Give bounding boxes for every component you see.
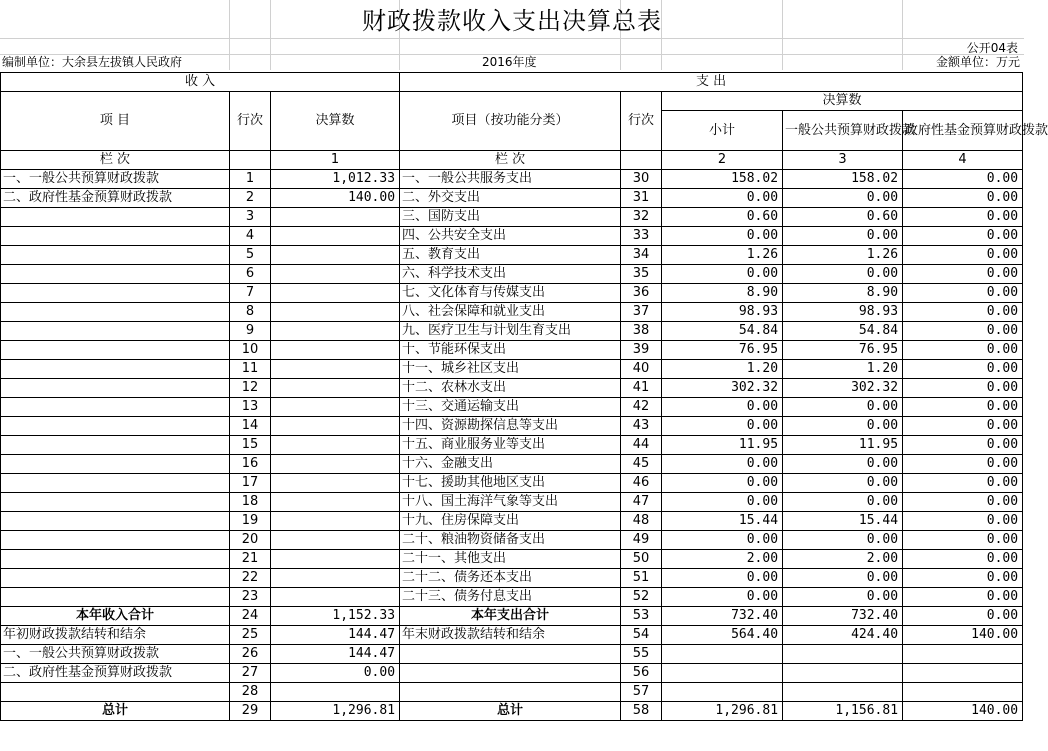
expense-fund: 0.00 (903, 493, 1023, 512)
expense-rowno-header: 行次 (621, 92, 662, 151)
income-row-no: 21 (230, 550, 271, 569)
expense-item: 六、科学技术支出 (400, 265, 621, 284)
table-row (1, 284, 1023, 303)
lanci-label: 栏 次 (400, 151, 621, 170)
income-amount (271, 208, 400, 227)
income-amount (271, 455, 400, 474)
income-amount (271, 398, 400, 417)
table-row (1, 550, 1023, 569)
expense-subtotal: 0.60 (662, 208, 783, 227)
expense-item: 十九、住房保障支出 (400, 512, 621, 531)
income-row-no: 1 (230, 170, 271, 189)
expense-row-no: 35 (621, 265, 662, 284)
income-header: 收 入 (1, 73, 400, 92)
income-item (1, 208, 230, 227)
col-index-4: 4 (903, 151, 1023, 170)
expense-general: 1.20 (783, 360, 903, 379)
income-item (1, 436, 230, 455)
expense-row-no: 48 (621, 512, 662, 531)
income-row-no: 4 (230, 227, 271, 246)
expense-general: 158.02 (783, 170, 903, 189)
income-row-no: 12 (230, 379, 271, 398)
expense-fund: 0.00 (903, 531, 1023, 550)
expense-general: 0.60 (783, 208, 903, 227)
expense-general: 0.00 (783, 493, 903, 512)
expense-fund: 0.00 (903, 607, 1023, 626)
table-row (1, 417, 1023, 436)
expense-general (783, 645, 903, 664)
expense-subtotal: 0.00 (662, 265, 783, 284)
expense-subtotal: 15.44 (662, 512, 783, 531)
expense-row-no: 38 (621, 322, 662, 341)
income-row-no: 29 (230, 702, 271, 721)
expense-subtotal: 0.00 (662, 493, 783, 512)
expense-subtotal: 1,296.81 (662, 702, 783, 721)
income-amount (271, 436, 400, 455)
expense-row-no: 36 (621, 284, 662, 303)
income-item (1, 493, 230, 512)
finance-table (0, 72, 1048, 721)
income-row-no: 2 (230, 189, 271, 208)
table-row (1, 170, 1023, 189)
income-row-no: 25 (230, 626, 271, 645)
expense-subtotal: 0.00 (662, 189, 783, 208)
expense-item: 二十、粮油物资储备支出 (400, 531, 621, 550)
expense-row-no: 40 (621, 360, 662, 379)
table-row (1, 227, 1023, 246)
expense-general: 0.00 (783, 569, 903, 588)
expense-subtotal: 564.40 (662, 626, 783, 645)
expense-general: 0.00 (783, 455, 903, 474)
income-item: 一、一般公共预算财政拨款 (1, 170, 230, 189)
income-item (1, 683, 230, 702)
expense-amount-header: 决算数 (662, 92, 1023, 111)
expense-fund: 0.00 (903, 341, 1023, 360)
income-amount (271, 417, 400, 436)
expense-fund: 0.00 (903, 379, 1023, 398)
expense-general (783, 664, 903, 683)
expense-fund: 0.00 (903, 436, 1023, 455)
table-row (1, 607, 1023, 626)
income-row-no: 9 (230, 322, 271, 341)
income-row-no: 15 (230, 436, 271, 455)
expense-item: 十六、金融支出 (400, 455, 621, 474)
expense-item: 十、节能环保支出 (400, 341, 621, 360)
expense-general: 54.84 (783, 322, 903, 341)
expense-subtotal (662, 645, 783, 664)
form-number: 公开04表 (966, 41, 1018, 55)
table-row (1, 626, 1023, 645)
expense-item: 十八、国土海洋气象等支出 (400, 493, 621, 512)
expense-subtotal: 302.32 (662, 379, 783, 398)
col-index-1: 1 (271, 151, 400, 170)
table-row (1, 189, 1023, 208)
expense-fund: 140.00 (903, 626, 1023, 645)
expense-general: 424.40 (783, 626, 903, 645)
expense-subtotal: 0.00 (662, 531, 783, 550)
expense-general: 0.00 (783, 474, 903, 493)
expense-item: 三、国防支出 (400, 208, 621, 227)
income-amount (271, 493, 400, 512)
col-index-3: 3 (783, 151, 903, 170)
expense-item: 十七、援助其他地区支出 (400, 474, 621, 493)
income-amount (271, 531, 400, 550)
expense-general: 1,156.81 (783, 702, 903, 721)
year-label: 2016年度 (482, 55, 537, 69)
expense-subtotal: 0.00 (662, 398, 783, 417)
income-item (1, 360, 230, 379)
expense-fund: 140.00 (903, 702, 1023, 721)
expense-fund (903, 683, 1023, 702)
expense-item: 本年支出合计 (400, 607, 621, 626)
income-item: 二、政府性基金预算财政拨款 (1, 189, 230, 208)
income-item (1, 246, 230, 265)
expense-fund: 0.00 (903, 455, 1023, 474)
expense-row-no: 49 (621, 531, 662, 550)
table-row (1, 474, 1023, 493)
expense-subtotal: 98.93 (662, 303, 783, 322)
income-item (1, 531, 230, 550)
table-row (1, 246, 1023, 265)
expense-general: 732.40 (783, 607, 903, 626)
income-amount (271, 588, 400, 607)
expense-row-no: 37 (621, 303, 662, 322)
income-item: 总计 (1, 702, 230, 721)
expense-subtotal: 2.00 (662, 550, 783, 569)
expense-item (400, 683, 621, 702)
expense-subtotal (662, 664, 783, 683)
expense-row-no: 32 (621, 208, 662, 227)
income-amount (271, 341, 400, 360)
expense-row-no: 46 (621, 474, 662, 493)
expense-fund: 0.00 (903, 227, 1023, 246)
subtotal-header: 小计 (662, 111, 783, 151)
table-row (1, 588, 1023, 607)
expense-subtotal: 1.26 (662, 246, 783, 265)
expense-subtotal: 158.02 (662, 170, 783, 189)
income-amount (271, 246, 400, 265)
expense-fund: 0.00 (903, 265, 1023, 284)
expense-item: 八、社会保障和就业支出 (400, 303, 621, 322)
col-index-2: 2 (662, 151, 783, 170)
income-item (1, 512, 230, 531)
income-amount (271, 303, 400, 322)
expense-fund (903, 664, 1023, 683)
expense-subtotal: 1.20 (662, 360, 783, 379)
income-row-no: 13 (230, 398, 271, 417)
expense-subtotal: 0.00 (662, 417, 783, 436)
income-row-no: 18 (230, 493, 271, 512)
expense-subtotal: 11.95 (662, 436, 783, 455)
lanci-label: 栏 次 (1, 151, 230, 170)
income-rowno-header: 行次 (230, 92, 271, 151)
expense-row-no: 55 (621, 645, 662, 664)
expense-fund: 0.00 (903, 208, 1023, 227)
income-amount: 144.47 (271, 645, 400, 664)
table-row (1, 303, 1023, 322)
income-amount: 140.00 (271, 189, 400, 208)
table-row (1, 683, 1023, 702)
expense-item: 二十三、债务付息支出 (400, 588, 621, 607)
income-item (1, 474, 230, 493)
expense-subtotal: 0.00 (662, 588, 783, 607)
income-amount (271, 322, 400, 341)
income-row-no: 16 (230, 455, 271, 474)
expense-subtotal: 0.00 (662, 474, 783, 493)
expense-fund (903, 645, 1023, 664)
expense-item (400, 664, 621, 683)
income-row-no: 23 (230, 588, 271, 607)
expense-item: 十二、农林水支出 (400, 379, 621, 398)
expense-row-no: 33 (621, 227, 662, 246)
expense-fund: 0.00 (903, 512, 1023, 531)
unit-label: 金额单位：万元 (935, 55, 1020, 69)
income-item (1, 284, 230, 303)
expense-subtotal (662, 683, 783, 702)
expense-row-no: 58 (621, 702, 662, 721)
income-row-no: 27 (230, 664, 271, 683)
expense-header: 支 出 (400, 73, 1023, 92)
income-row-no: 19 (230, 512, 271, 531)
expense-general: 98.93 (783, 303, 903, 322)
table-row (1, 379, 1023, 398)
org-label: 编制单位：大余县左拔镇人民政府 (2, 55, 183, 69)
expense-subtotal: 54.84 (662, 322, 783, 341)
expense-general: 0.00 (783, 398, 903, 417)
income-item (1, 322, 230, 341)
income-row-no: 14 (230, 417, 271, 436)
income-row-no: 28 (230, 683, 271, 702)
income-amount (271, 284, 400, 303)
expense-item: 二、外交支出 (400, 189, 621, 208)
income-item (1, 550, 230, 569)
table-row (1, 493, 1023, 512)
expense-row-no: 56 (621, 664, 662, 683)
income-amount: 1,012.33 (271, 170, 400, 189)
expense-item: 五、教育支出 (400, 246, 621, 265)
income-row-no: 11 (230, 360, 271, 379)
income-item (1, 265, 230, 284)
income-item: 本年收入合计 (1, 607, 230, 626)
income-amount (271, 512, 400, 531)
fund-budget-header: 政府性基金预算财政拨款 (903, 111, 1023, 151)
expense-fund: 0.00 (903, 360, 1023, 379)
expense-general: 1.26 (783, 246, 903, 265)
expense-subtotal: 0.00 (662, 569, 783, 588)
expense-item: 总计 (400, 702, 621, 721)
expense-row-no: 51 (621, 569, 662, 588)
expense-row-no: 54 (621, 626, 662, 645)
expense-fund: 0.00 (903, 474, 1023, 493)
expense-fund: 0.00 (903, 417, 1023, 436)
expense-general: 0.00 (783, 417, 903, 436)
expense-row-no: 45 (621, 455, 662, 474)
income-amount (271, 227, 400, 246)
table-row (1, 360, 1023, 379)
expense-fund: 0.00 (903, 189, 1023, 208)
table-row (1, 512, 1023, 531)
expense-general: 76.95 (783, 341, 903, 360)
expense-general: 15.44 (783, 512, 903, 531)
general-budget-header: 一般公共预算财政拨款 (783, 111, 903, 151)
income-row-no: 22 (230, 569, 271, 588)
expense-general: 0.00 (783, 265, 903, 284)
table-row (1, 531, 1023, 550)
income-item: 二、政府性基金预算财政拨款 (1, 664, 230, 683)
income-item (1, 588, 230, 607)
expense-item: 二十二、债务还本支出 (400, 569, 621, 588)
expense-fund: 0.00 (903, 284, 1023, 303)
expense-fund: 0.00 (903, 398, 1023, 417)
expense-general: 0.00 (783, 531, 903, 550)
expense-subtotal: 732.40 (662, 607, 783, 626)
expense-fund: 0.00 (903, 303, 1023, 322)
expense-item (400, 645, 621, 664)
income-row-no: 26 (230, 645, 271, 664)
table-row (1, 398, 1023, 417)
income-item: 一、一般公共预算财政拨款 (1, 645, 230, 664)
income-amount (271, 360, 400, 379)
table-row (1, 664, 1023, 683)
table-row (1, 322, 1023, 341)
income-row-no: 5 (230, 246, 271, 265)
table-row (1, 341, 1023, 360)
expense-general: 0.00 (783, 189, 903, 208)
expense-row-no: 43 (621, 417, 662, 436)
expense-row-no: 44 (621, 436, 662, 455)
income-item (1, 398, 230, 417)
expense-general: 8.90 (783, 284, 903, 303)
expense-item: 二十一、其他支出 (400, 550, 621, 569)
expense-fund: 0.00 (903, 569, 1023, 588)
expense-general (783, 683, 903, 702)
income-amount: 1,296.81 (271, 702, 400, 721)
table-row (1, 702, 1023, 721)
income-row-no: 7 (230, 284, 271, 303)
expense-item: 九、医疗卫生与计划生育支出 (400, 322, 621, 341)
expense-subtotal: 8.90 (662, 284, 783, 303)
income-item (1, 303, 230, 322)
expense-row-no: 53 (621, 607, 662, 626)
table-row (1, 265, 1023, 284)
expense-row-no: 57 (621, 683, 662, 702)
income-amount: 144.47 (271, 626, 400, 645)
income-amount-header: 决算数 (271, 92, 400, 151)
expense-row-no: 50 (621, 550, 662, 569)
expense-fund: 0.00 (903, 550, 1023, 569)
income-item (1, 341, 230, 360)
income-item (1, 227, 230, 246)
expense-general: 2.00 (783, 550, 903, 569)
expense-general: 302.32 (783, 379, 903, 398)
income-item (1, 569, 230, 588)
income-row-no: 3 (230, 208, 271, 227)
income-amount (271, 474, 400, 493)
expense-item-header: 项目（按功能分类） (400, 92, 621, 151)
expense-general: 11.95 (783, 436, 903, 455)
income-item-header: 项 目 (1, 92, 230, 151)
income-row-no: 10 (230, 341, 271, 360)
expense-fund: 0.00 (903, 322, 1023, 341)
table-row (1, 645, 1023, 664)
income-amount (271, 379, 400, 398)
income-amount: 1,152.33 (271, 607, 400, 626)
expense-item: 一、一般公共服务支出 (400, 170, 621, 189)
expense-fund: 0.00 (903, 170, 1023, 189)
income-amount (271, 569, 400, 588)
expense-row-no: 30 (621, 170, 662, 189)
income-item (1, 379, 230, 398)
income-amount (271, 683, 400, 702)
expense-item: 年末财政拨款结转和结余 (400, 626, 621, 645)
expense-row-no: 47 (621, 493, 662, 512)
table-row (1, 208, 1023, 227)
expense-row-no: 34 (621, 246, 662, 265)
expense-subtotal: 0.00 (662, 227, 783, 246)
expense-item: 十一、城乡社区支出 (400, 360, 621, 379)
expense-row-no: 52 (621, 588, 662, 607)
income-row-no: 6 (230, 265, 271, 284)
income-amount (271, 550, 400, 569)
income-row-no: 24 (230, 607, 271, 626)
income-item (1, 455, 230, 474)
expense-row-no: 41 (621, 379, 662, 398)
income-item: 年初财政拨款结转和结余 (1, 626, 230, 645)
expense-row-no: 42 (621, 398, 662, 417)
income-item (1, 417, 230, 436)
expense-item: 七、文化体育与传媒支出 (400, 284, 621, 303)
table-row (1, 436, 1023, 455)
expense-subtotal: 0.00 (662, 455, 783, 474)
expense-general: 0.00 (783, 588, 903, 607)
income-amount (271, 265, 400, 284)
unit-row (0, 54, 1024, 70)
income-row-no: 17 (230, 474, 271, 493)
expense-fund: 0.00 (903, 246, 1023, 265)
income-row-no: 20 (230, 531, 271, 550)
expense-row-no: 31 (621, 189, 662, 208)
expense-general: 0.00 (783, 227, 903, 246)
expense-item: 十四、资源勘探信息等支出 (400, 417, 621, 436)
expense-item: 十三、交通运输支出 (400, 398, 621, 417)
income-row-no: 8 (230, 303, 271, 322)
expense-row-no: 39 (621, 341, 662, 360)
income-amount: 0.00 (271, 664, 400, 683)
expense-subtotal: 76.95 (662, 341, 783, 360)
table-row (1, 455, 1023, 474)
expense-item: 十五、商业服务业等支出 (400, 436, 621, 455)
expense-item: 四、公共安全支出 (400, 227, 621, 246)
expense-fund: 0.00 (903, 588, 1023, 607)
table-row (1, 569, 1023, 588)
report-title: 财政拨款收入支出决算总表 (362, 7, 662, 35)
